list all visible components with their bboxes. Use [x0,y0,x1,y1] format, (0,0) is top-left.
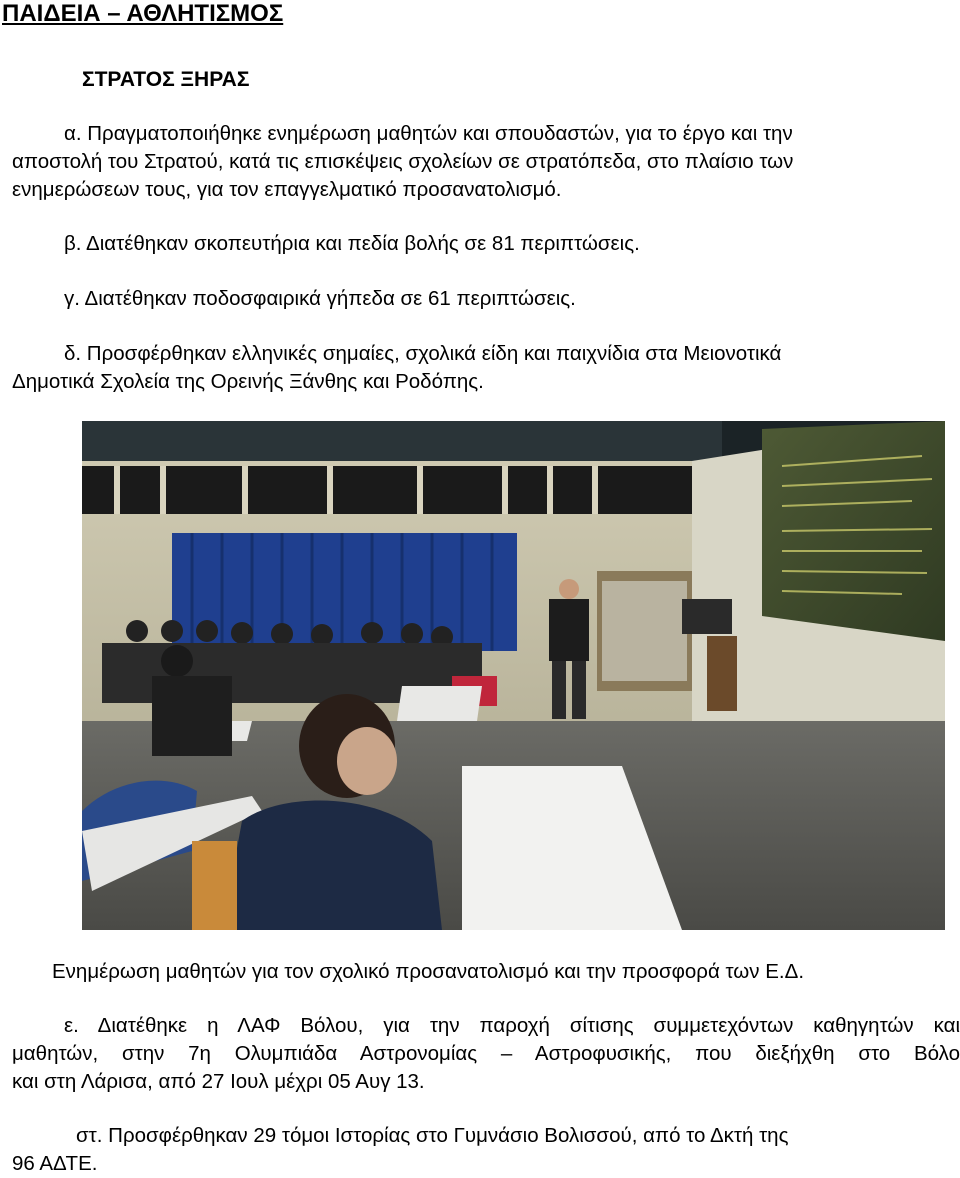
photo-caption: Ενημέρωση μαθητών για τον σχολικό προσανατολισμό και την προσφορά των Ε.Δ. [52,960,805,983]
item-c [12,285,960,313]
item-b [12,230,960,258]
page-heading: ΠΑΙΔΕΙΑ – ΑΘΛΗΤΙΣΜΟΣ [2,0,284,27]
item-c-text: γ. Διατέθηκαν ποδοσφαιρικά γήπεδα σε 61 περιπτώσεις. [64,287,576,310]
item-d [12,340,960,396]
item-a-line-3: ενημερώσεων τους, για τον επαγγελματικό προσανατολισμό. [12,178,562,201]
item-d-line-1: δ. Προσφέρθηκαν ελληνικές σημαίες, σχολικά είδη και παιχνίδια στα Μειονοτικά [64,342,782,365]
item-e-line-3: και στη Λάρισα, από 27 Ιουλ μέχρι 05 Αυγ 13. [12,1070,425,1093]
item-e-line-1: ε. Διατέθηκε η ΛΑΦ Βόλου, για την παροχή σίτισης συμμετεχόντων καθηγητών και [64,1014,960,1037]
item-e-line-2: μαθητών, στην 7η Ολυμπιάδα Αστρονομίας – Αστροφυσικής, που διεξήχθη στο Βόλο [12,1042,960,1065]
item-a [12,120,960,204]
classroom-photo [82,421,945,930]
item-a-line-1: α. Πραγματοποιήθηκε ενημέρωση μαθητών και σπουδαστών, για το έργο και την [64,122,793,145]
item-f-line-2: 96 ΑΔΤΕ. [12,1152,98,1175]
section-title: ΣΤΡΑΤΟΣ ΞΗΡΑΣ [82,68,250,91]
item-d-line-2: Δημοτικά Σχολεία της Ορεινής Ξάνθης και Ροδόπης. [12,370,484,393]
item-b-text: β. Διατέθηκαν σκοπευτήρια και πεδία βολής σε 81 περιπτώσεις. [64,232,640,255]
item-e [12,1012,960,1096]
item-f-line-1: στ. Προσφέρθηκαν 29 τόμοι Ιστορίας στο Γυμνάσιο Βολισσού, από το Δκτή της [76,1124,789,1147]
item-f [12,1122,960,1178]
item-a-line-2: αποστολή του Στρατού, κατά τις επισκέψεις σχολείων σε στρατόπεδα, στο πλαίσιο των [12,150,794,173]
